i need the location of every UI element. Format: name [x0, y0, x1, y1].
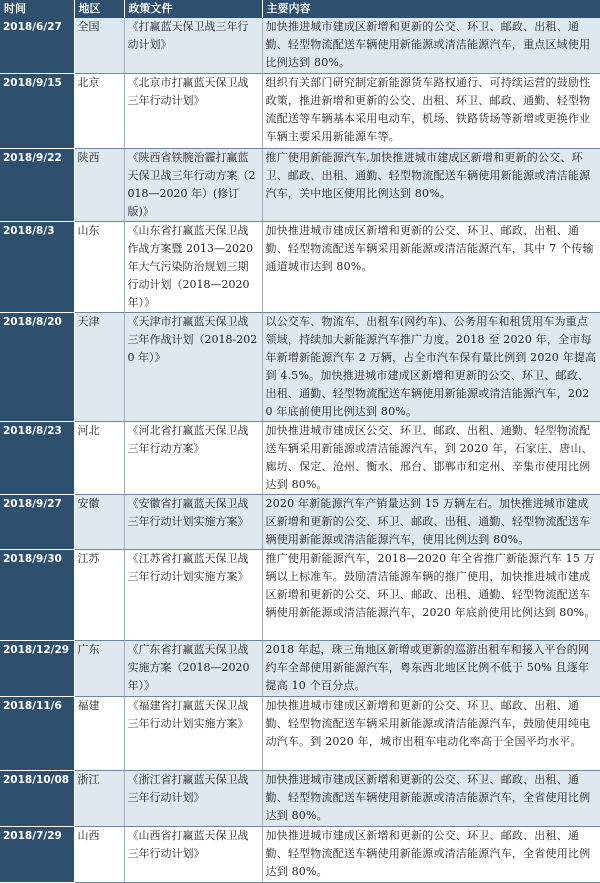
row-policy: 《山西省打赢蓝天保卫战三年行动计划》 — [124, 826, 262, 882]
row-content: 组织有关部门研究制定新能源货车路权通行、可持续运营的鼓励性政策，推进新增和更新的公交、出租、环卫、邮政、通勤、轻型物流配送等车辆基本采用电动车，机场、铁路货场等新增或更换作业车辆主要采用新能源车等。 — [262, 73, 600, 148]
row-policy: 《浙江省打赢蓝天保卫战三年行动计划》 — [124, 770, 262, 826]
row-policy: 《河北省打赢蓝天保卫战三年行动方案》 — [124, 421, 262, 494]
row-date: 2018/9/30 — [0, 549, 74, 640]
row-policy: 《北京市打赢蓝天保卫战三年行动计划》 — [124, 73, 262, 148]
table-row — [0, 148, 600, 221]
row-date: 2018/6/27 — [0, 18, 74, 73]
table-row — [0, 18, 600, 73]
table-row — [0, 421, 600, 494]
row-date: 2018/11/6 — [0, 696, 74, 770]
row-region: 福建 — [74, 696, 124, 770]
table-row — [0, 696, 600, 770]
row-policy: 《打赢蓝天保卫战三年行动计划》 — [124, 18, 262, 73]
row-content: 以公交车、物流车、出租车(网约车)、公务用车和租赁用车为重点领域，持续加大新能源汽车推广力度。2018 至 2020 年，全市每年新增新能源汽车 2 万辆，占全市汽车保有量比例到 2020 年提高到 4.5%。加快推进城市建成区新增和更新的公交、环卫、邮政、出租、通勤、轻型物流配送车辆使用新能源或清洁能源汽车，2020 年底前使用比例达到 80%。 — [262, 312, 600, 421]
row-date: 2018/12/29 — [0, 640, 74, 696]
row-region: 北京 — [74, 73, 124, 148]
row-policy: 《天津市打赢蓝天保卫战三年作战计划（2018-2020 年）》 — [124, 312, 262, 421]
row-date: 2018/9/22 — [0, 148, 74, 221]
table-row — [0, 826, 600, 882]
row-date: 2018/7/29 — [0, 826, 74, 882]
table-row — [0, 312, 600, 421]
row-policy: 《安徽省打赢蓝天保卫战三年行动计划实施方案》 — [124, 494, 262, 549]
row-date: 2018/8/23 — [0, 421, 74, 494]
table-row — [0, 549, 600, 640]
row-region: 全国 — [74, 18, 124, 73]
header-region: 地区 — [74, 0, 124, 18]
row-policy: 《福建省打赢蓝天保卫战三年行动计划实施方案》 — [124, 696, 262, 770]
header-content: 主要内容 — [262, 0, 600, 18]
row-content: 推广使用新能源汽车,加快推进城市建成区新增和更新的公交、环卫、邮政、出租、通勤、轻型物流配送车辆使用新能源或清洁能源汽车，关中地区使用比例达到 80%。 — [262, 148, 600, 221]
table-row — [0, 221, 600, 312]
row-content: 推广使用新能源汽车，2018—2020 年全省推广新能源汽车 15 万辆以上标准车。鼓励清洁能源车辆的推广使用，加快推进城市建成区新增和更新的公交、环卫、邮政、出租、通勤、轻型物流配送车辆使用新能源或清洁能源汽车，2020 年底前使用比例达到 80%。 — [262, 549, 600, 640]
row-date: 2018/9/15 — [0, 73, 74, 148]
header-date: 时间 — [0, 0, 74, 18]
row-content: 加快推进城市建成区公交、环卫、邮政、出租、通勤、轻型物流配送车辆采用新能源或清洁能源汽车，到 2020 年，石家庄、唐山、廊坊、保定、沧州、衡水、邢台、邯郸市和定州、辛集市使用比例达到 80%。 — [262, 421, 600, 494]
row-content: 2018 年起，珠三角地区新增或更新的巡游出租车和接入平台的网约车全部使用新能源汽车，粤东西北地区比例不低于 50% 且逐年提高 10 个百分点。 — [262, 640, 600, 696]
row-date: 2018/9/27 — [0, 494, 74, 549]
row-policy: 《江苏省打赢蓝天保卫战三年行动计划实施方案》 — [124, 549, 262, 640]
row-policy: 《陕西省铁腕治霾打赢蓝天保卫战三年行动方案（2018—2020 年）(修订版)》 — [124, 148, 262, 221]
row-date: 2018/8/20 — [0, 312, 74, 421]
row-region: 陕西 — [74, 148, 124, 221]
row-content: 加快推进城市建成区新增和更新的公交、环卫、邮政、出租、通勤、轻型物流配送车辆使用新能源或清洁能源汽车，全省使用比例达到 80%。 — [262, 826, 600, 882]
header-policy: 政策文件 — [124, 0, 262, 18]
row-region: 安徽 — [74, 494, 124, 549]
row-region: 山东 — [74, 221, 124, 312]
row-policy: 《山东省打赢蓝天保卫战作战方案暨 2013—2020 年大气污染防治规划三期行动计划（2018—2020 年）》 — [124, 221, 262, 312]
table-row — [0, 640, 600, 696]
row-region: 山西 — [74, 826, 124, 882]
header-row — [0, 0, 600, 18]
row-content: 加快推进城市建成区新增和更新的公交、环卫、邮政、出租、通勤、轻型物流配送车辆采用新能源或清洁能源汽车，鼓励使用纯电动汽车。到 2020 年，城市出租车电动化率高于全国平均水平。 — [262, 696, 600, 770]
row-region: 河北 — [74, 421, 124, 494]
row-region: 江苏 — [74, 549, 124, 640]
row-content: 加快推进城市建成区新增和更新的公交、环卫、邮政、出租、通勤、轻型物流配送车辆采用新能源或清洁能源汽车，其中 7 个传输通道城市达到 80%。 — [262, 221, 600, 312]
table-row — [0, 770, 600, 826]
row-content: 2020 年新能源汽车产销量达到 15 万辆左右。加快推进城市建成区新增和更新的公交、环卫、邮政、出租、通勤、轻型物流配送车辆使用新能源或清洁能源汽车，使用比例达到 80%。 — [262, 494, 600, 549]
row-content: 加快推进城市建成区新增和更新的公交、环卫、邮政、出租、通勤、轻型物流配送车辆使用新能源或清洁能源汽车，全省使用比例达到 80%。 — [262, 770, 600, 826]
row-date: 2018/8/3 — [0, 221, 74, 312]
row-date: 2018/10/08 — [0, 770, 74, 826]
table-row — [0, 494, 600, 549]
row-region: 浙江 — [74, 770, 124, 826]
row-region: 天津 — [74, 312, 124, 421]
table-row — [0, 73, 600, 148]
row-content: 加快推进城市建成区新增和更新的公交、环卫、邮政、出租、通勤、轻型物流配送车辆使用新能源或清洁能源汽车，重点区域使用比例达到 80%。 — [262, 18, 600, 73]
row-policy: 《广东省打赢蓝天保卫战实施方案（2018—2020 年）》 — [124, 640, 262, 696]
row-region: 广东 — [74, 640, 124, 696]
